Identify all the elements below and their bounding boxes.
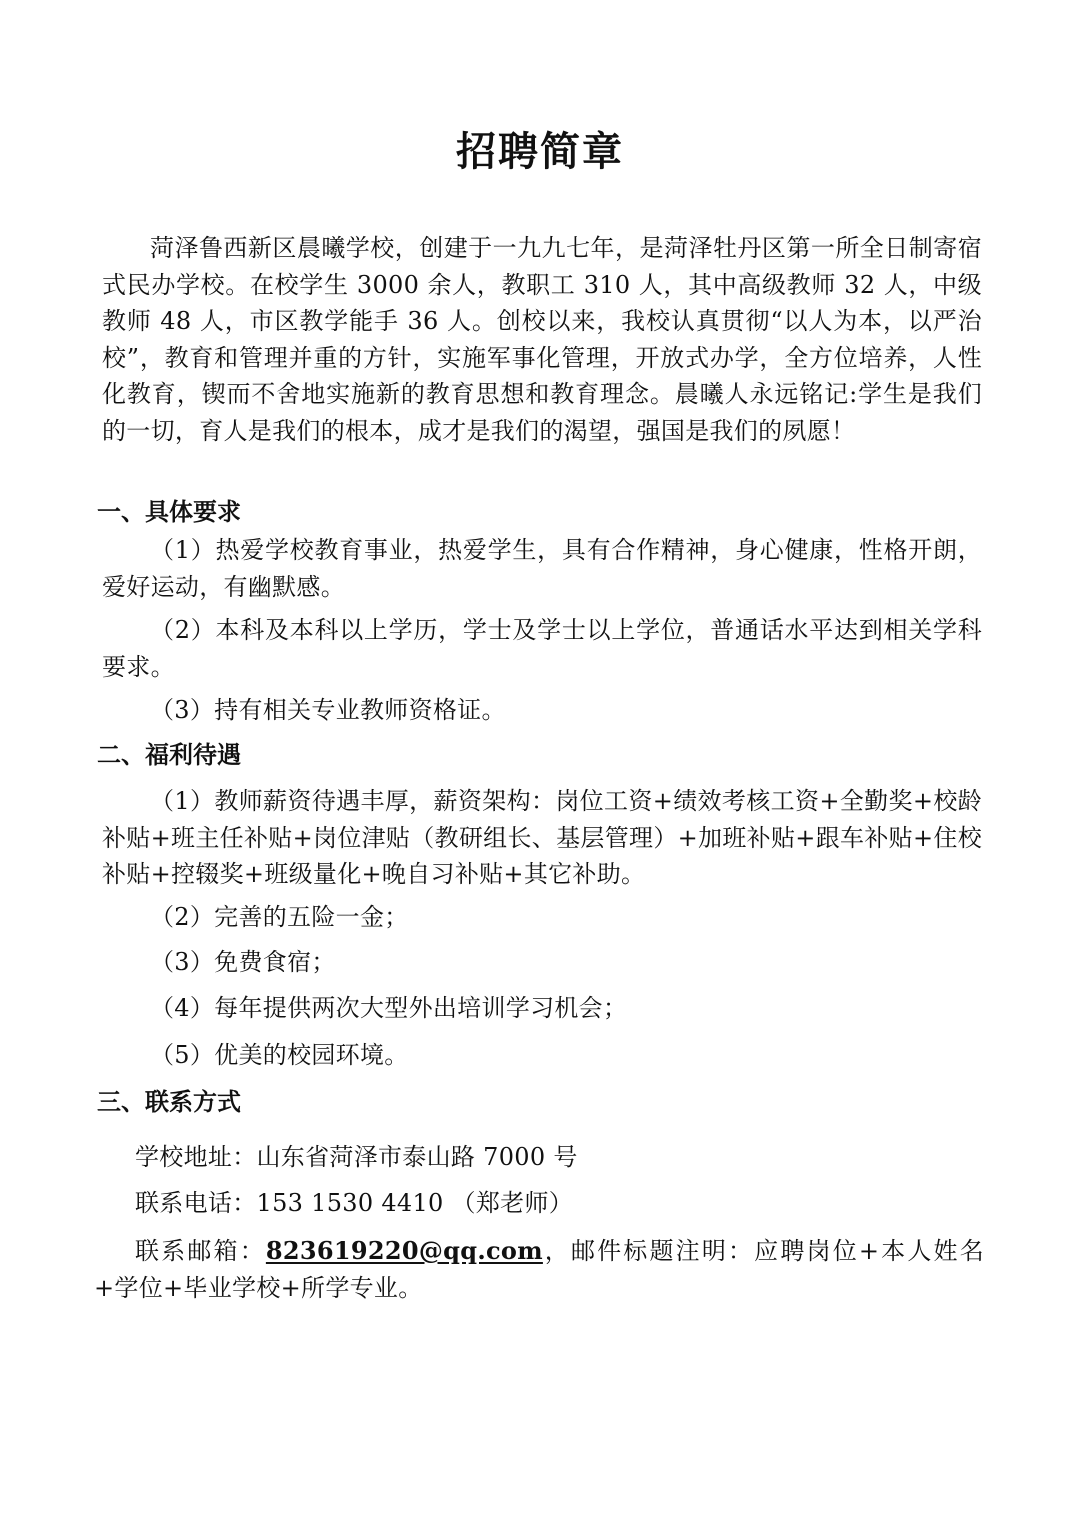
benefit-item-4: （4）每年提供两次大型外出培训学习机会； bbox=[150, 994, 628, 1022]
school-introduction: 菏泽鲁西新区晨曦学校，创建于一九九七年，是菏泽牡丹区第一所全日制寄宿式民办学校。在校学生 3000 余人，教职工 310 人，其中高级教师 32 人，中级教师 48 人，市区教学能手 36 人。创校以来，我校认真贯彻“以人为本，以严治校”，教育和管理并重的方针，实施军事化管理，开放式办学，全方位培养，人性化教育，锲而不舍地实施新的教育思想和教育理念。晨曦人永远铭记:学生是我们的一切，育人是我们的根本，成才是我们的渴望，强国是我们的夙愿！ bbox=[102, 234, 982, 445]
benefit-item-1: （1）教师薪资待遇丰厚，薪资架构：岗位工资+绩效考核工资+全勤奖+校龄补贴+班主任补贴+岗位津贴（教研组长、基层管理）+加班补贴+跟车补贴+住校补贴+控辍奖+班级量化+晚自习补贴+其它补助。 bbox=[102, 787, 982, 888]
document-title: 招聘简章 bbox=[456, 128, 624, 175]
school-address: 学校地址：山东省菏泽市泰山路 7000 号 bbox=[135, 1143, 578, 1171]
email-label: 联系邮箱： bbox=[135, 1237, 266, 1265]
contact-phone: 联系电话：153 1530 4410 （郑老师） bbox=[135, 1189, 574, 1217]
benefit-item-2: （2）完善的五险一金； bbox=[150, 903, 409, 931]
benefit-item-3: （3）免费食宿； bbox=[150, 948, 336, 976]
email-subject-note: ，邮件标题注明：应聘岗位+本人姓名+学位+毕业学校+所学专业。 bbox=[94, 1237, 984, 1302]
email-address-link[interactable]: 823619220@qq.com bbox=[265, 1236, 543, 1265]
requirement-item-2: （2）本科及本科以上学历，学士及学士以上学位，普通话水平达到相关学科要求。 bbox=[102, 616, 982, 681]
benefits-heading: 二、福利待遇 bbox=[97, 740, 241, 769]
contact-heading: 三、联系方式 bbox=[97, 1087, 241, 1116]
requirements-heading: 一、具体要求 bbox=[97, 497, 241, 526]
benefit-item-5: （5）优美的校园环境。 bbox=[150, 1041, 409, 1069]
requirement-item-3: （3）持有相关专业教师资格证。 bbox=[150, 696, 506, 724]
requirement-item-1: （1）热爱学校教育事业，热爱学生，具有合作精神，身心健康，性格开朗，爱好运动，有幽默感。 bbox=[102, 536, 982, 601]
contact-email-block bbox=[94, 1233, 984, 1306]
